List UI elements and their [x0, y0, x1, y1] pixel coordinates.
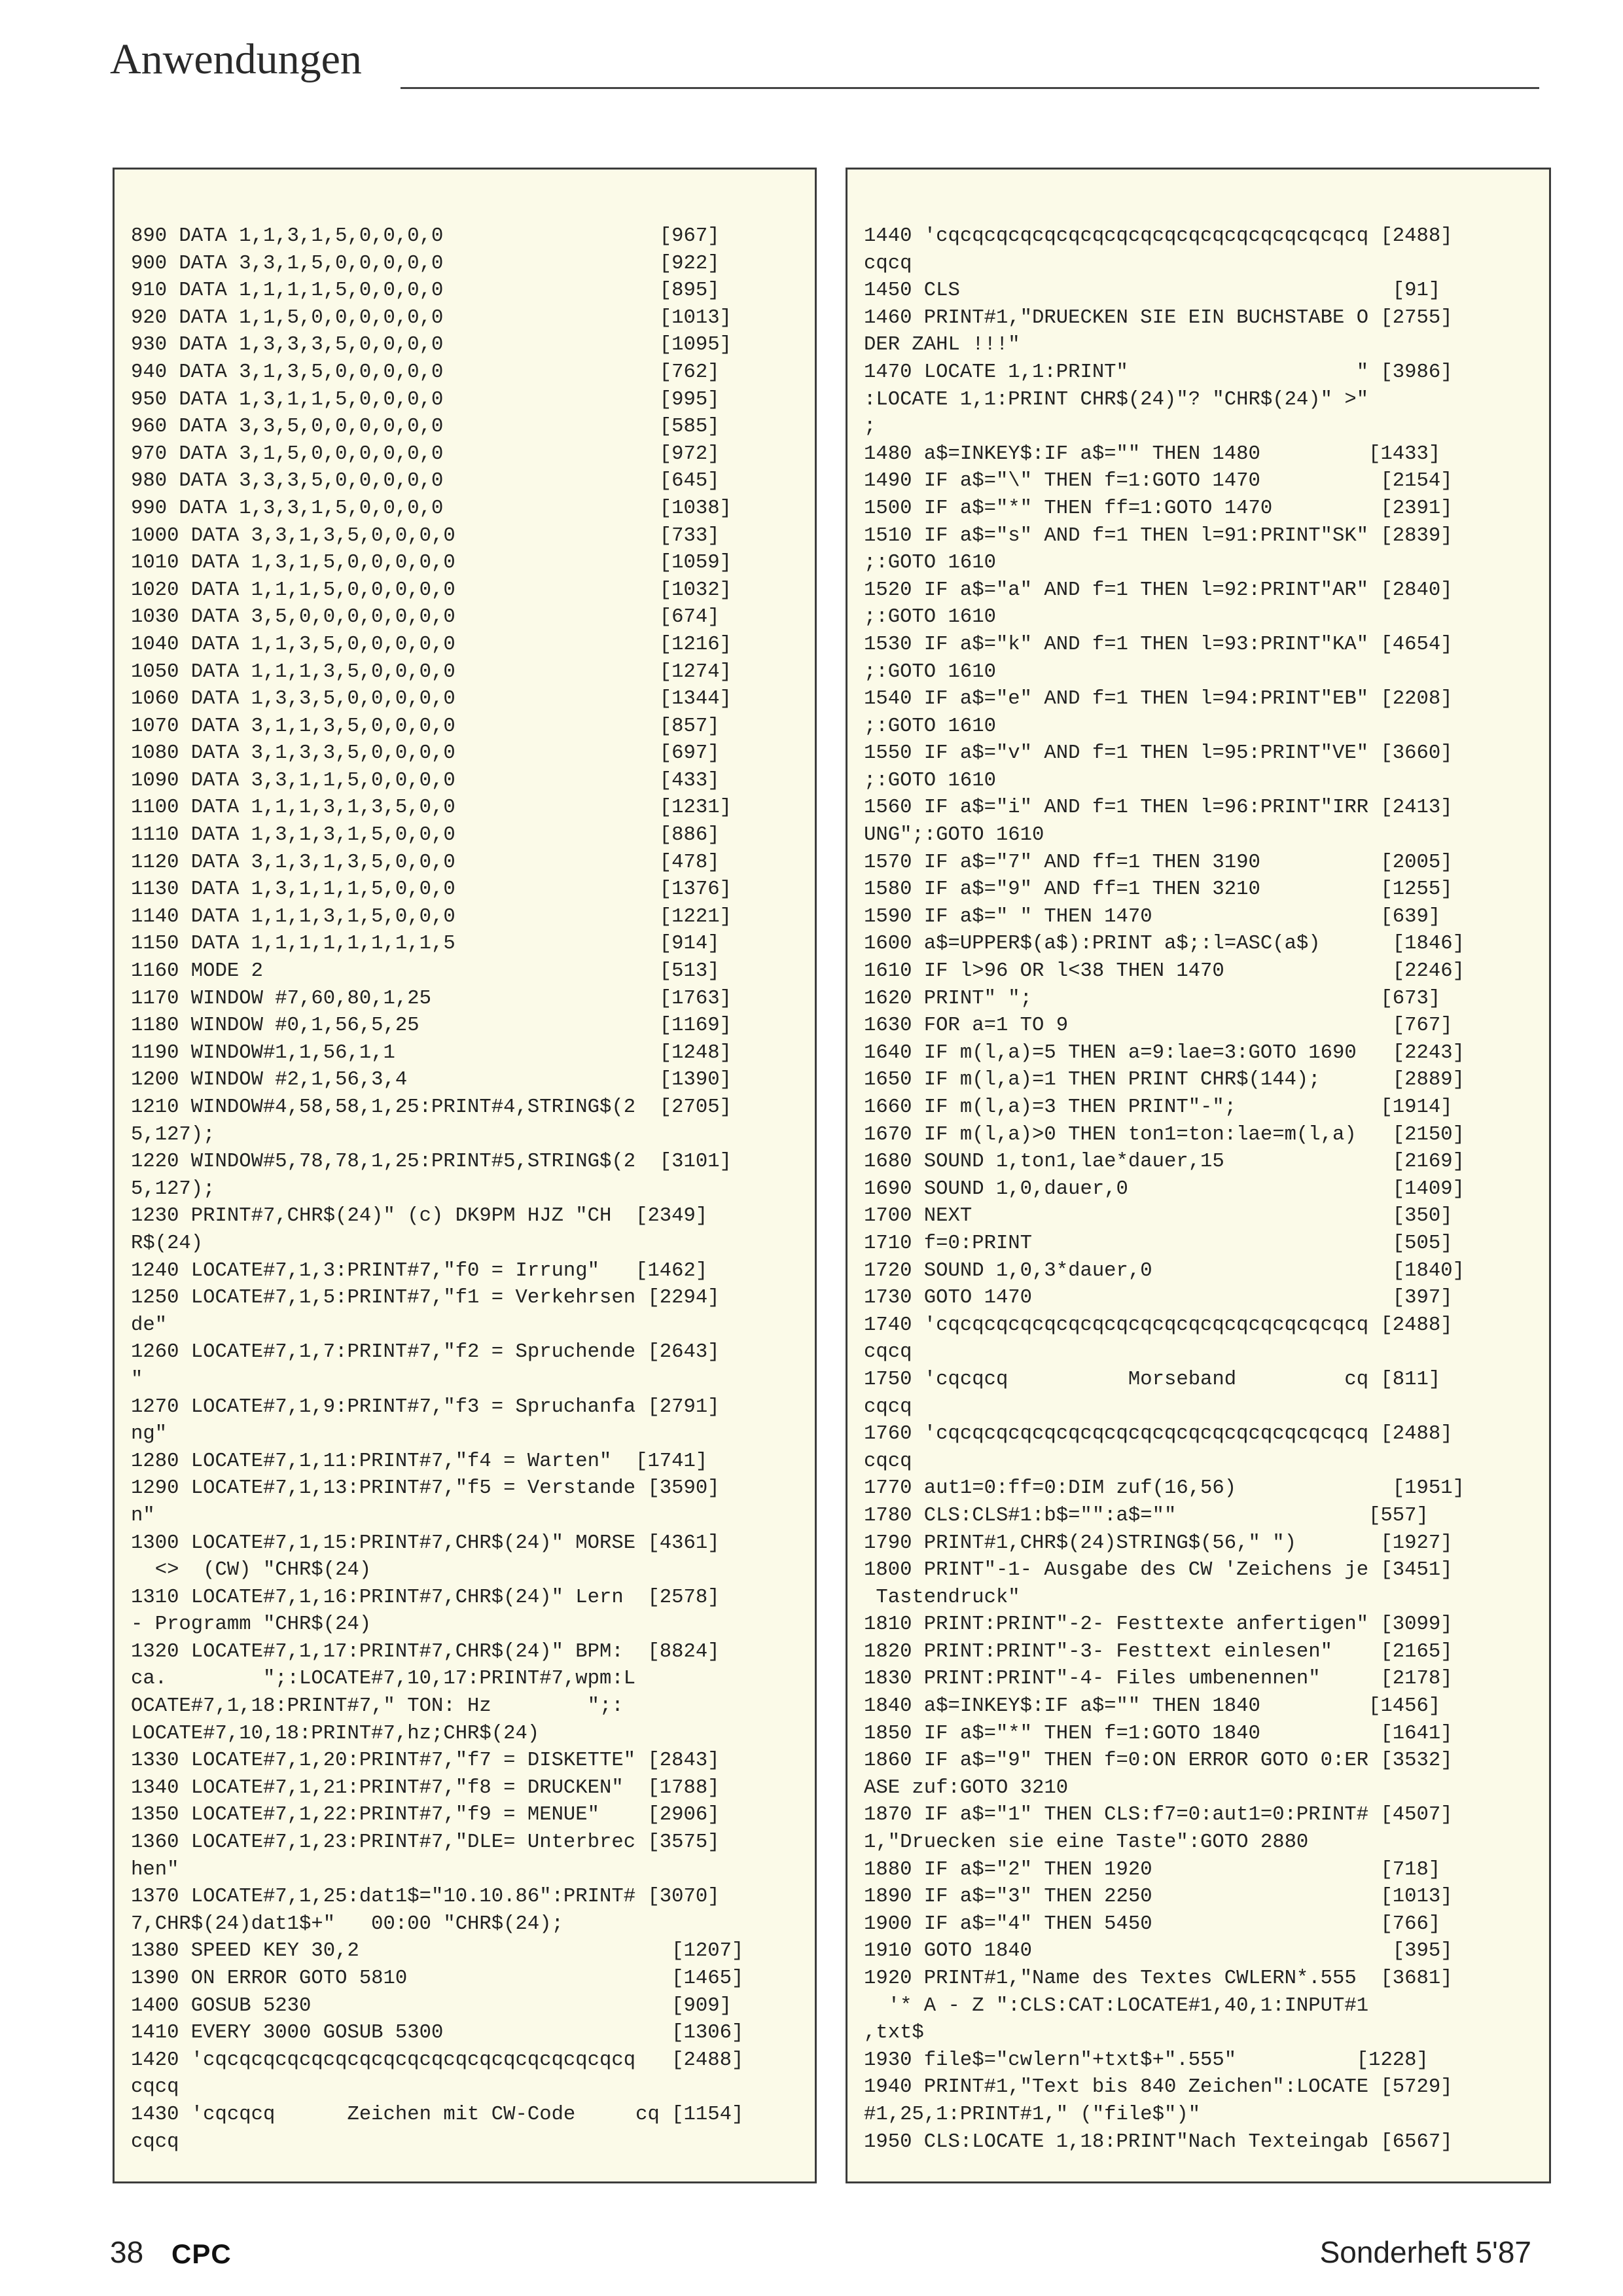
code-line: 1790 PRINT#1,CHR$(24)STRING$(56," ") [1927] [864, 1532, 1453, 1554]
code-line: 1810 PRINT:PRINT"-2- Festtexte anfertigen" [3099] [864, 1613, 1453, 1636]
code-line: - Programm "CHR$(24) [131, 1613, 372, 1636]
code-line: 1920 PRINT#1,"Name des Textes CWLERN*.555 [3681] [864, 1967, 1453, 1990]
code-line: DER ZAHL !!!" [864, 334, 1020, 357]
code-line: 970 DATA 3,1,5,0,0,0,0,0,0 [972] [131, 442, 720, 465]
code-line: 1340 LOCATE#7,1,21:PRINT#7,"f8 = DRUCKEN" [1788] [131, 1776, 720, 1799]
code-line: 1170 WINDOW #7,60,80,1,25 [1763] [131, 987, 732, 1010]
code-line: 1210 WINDOW#4,58,58,1,25:PRINT#4,STRING$(2 [2705] [131, 1096, 732, 1119]
code-line: 1010 DATA 1,3,1,5,0,0,0,0,0 [1059] [131, 552, 732, 575]
code-line: 1140 DATA 1,1,1,3,1,5,0,0,0 [1221] [131, 905, 732, 928]
code-line: 1460 PRINT#1,"DRUECKEN SIE EIN BUCHSTABE O [2755] [864, 306, 1453, 329]
code-line: 980 DATA 3,3,3,5,0,0,0,0,0 [645] [131, 470, 720, 493]
code-line: 1000 DATA 3,3,1,3,5,0,0,0,0 [733] [131, 524, 720, 547]
code-line: 1870 IF a$="1" THEN CLS:f7=0:aut1=0:PRINT# [4507] [864, 1804, 1453, 1827]
code-line: 1020 DATA 1,1,1,5,0,0,0,0,0 [1032] [131, 579, 732, 601]
code-line: n" [131, 1504, 155, 1527]
code-line: 1320 LOCATE#7,1,17:PRINT#7,CHR$(24)" BPM: [8824] [131, 1640, 720, 1663]
code-line: 1360 LOCATE#7,1,23:PRINT#7,"DLE= Unterbrec [3575] [131, 1831, 720, 1854]
code-line: 1890 IF a$="3" THEN 2250 [1013] [864, 1886, 1453, 1909]
code-line: 1670 IF m(l,a)>0 THEN ton1=ton:lae=m(l,a) [2150] [864, 1123, 1465, 1146]
code-line: 1410 EVERY 3000 GOSUB 5300 [1306] [131, 2022, 744, 2045]
code-line: 1110 DATA 1,3,1,3,1,5,0,0,0 [886] [131, 824, 720, 847]
code-line: 1650 IF m(l,a)=1 THEN PRINT CHR$(144); [2889] [864, 1069, 1465, 1092]
code-line: 940 DATA 3,1,3,5,0,0,0,0,0 [762] [131, 361, 720, 384]
code-line: 1420 'cqcqcqcqcqcqcqcqcqcqcqcqcqcqcqcqcqcq [2488] [131, 2049, 744, 2072]
code-line: 5,127); [131, 1123, 215, 1146]
code-line: 1280 LOCATE#7,1,11:PRINT#7,"f4 = Warten" [1741] [131, 1450, 708, 1473]
code-line: 1200 WINDOW #2,1,56,3,4 [1390] [131, 1069, 732, 1092]
code-line: 5,127); [131, 1177, 215, 1200]
code-line: 1630 FOR a=1 TO 9 [767] [864, 1014, 1453, 1037]
code-line: 1370 LOCATE#7,1,25:dat1$="10.10.86":PRINT# [3070] [131, 1886, 720, 1909]
code-line: 1930 file$="cwlern"+txt$+".555" [1228] [864, 2049, 1429, 2072]
code-line: 1290 LOCATE#7,1,13:PRINT#7,"f5 = Verstande [3590] [131, 1477, 720, 1500]
code-line: R$(24) [131, 1232, 204, 1255]
code-line: 1740 'cqcqcqcqcqcqcqcqcqcqcqcqcqcqcqcqcqcq [2488] [864, 1314, 1453, 1336]
code-line: 1080 DATA 3,1,3,3,5,0,0,0,0 [697] [131, 742, 720, 765]
code-line: cqcq [131, 2130, 179, 2153]
code-line: 1470 LOCATE 1,1:PRINT" " [3986] [864, 361, 1453, 384]
code-line: <> (CW) "CHR$(24) [131, 1559, 372, 1582]
code-line: 1530 IF a$="k" AND f=1 THEN l=93:PRINT"KA" [4654] [864, 633, 1453, 656]
code-line: 1560 IF a$="i" AND f=1 THEN l=96:PRINT"IRR [2413] [864, 797, 1453, 819]
code-line: ;:GOTO 1610 [864, 715, 996, 738]
code-line: 1910 GOTO 1840 [395] [864, 1940, 1453, 1963]
code-line: 1400 GOSUB 5230 [909] [131, 1994, 732, 2017]
code-line: 1500 IF a$="*" THEN ff=1:GOTO 1470 [2391] [864, 497, 1453, 520]
code-line: 1590 IF a$=" " THEN 1470 [639] [864, 905, 1441, 928]
code-line: 1820 PRINT:PRINT"-3- Festtext einlesen" [2165] [864, 1640, 1453, 1663]
code-line: 1880 IF a$="2" THEN 1920 [718] [864, 1858, 1441, 1881]
code-line: 890 DATA 1,1,3,1,5,0,0,0,0 [967] [131, 225, 720, 247]
code-line: ;:GOTO 1610 [864, 769, 996, 792]
code-line: 1050 DATA 1,1,1,3,5,0,0,0,0 [1274] [131, 660, 732, 683]
code-line: 1,"Druecken sie eine Taste":GOTO 2880 [864, 1831, 1309, 1854]
code-line: 1600 a$=UPPER$(a$):PRINT a$;:l=ASC(a$) [1846] [864, 933, 1465, 956]
code-line: ;:GOTO 1610 [864, 660, 996, 683]
code-line: 1300 LOCATE#7,1,15:PRINT#7,CHR$(24)" MORSE [4361] [131, 1532, 720, 1554]
code-line: 1840 a$=INKEY$:IF a$="" THEN 1840 [1456] [864, 1695, 1441, 1718]
code-line: 1230 PRINT#7,CHR$(24)" (c) DK9PM HJZ "CH [2349] [131, 1205, 708, 1228]
code-line: 1710 f=0:PRINT [505] [864, 1232, 1453, 1255]
code-line: 1940 PRINT#1,"Text bis 840 Zeichen":LOCATE [5729] [864, 2076, 1453, 2099]
code-line: 1580 IF a$="9" AND ff=1 THEN 3210 [1255] [864, 878, 1453, 901]
code-line: cqcq [864, 252, 912, 275]
code-line: 1270 LOCATE#7,1,9:PRINT#7,"f3 = Spruchanfa [2791] [131, 1395, 720, 1418]
code-line: 1550 IF a$="v" AND f=1 THEN l=95:PRINT"VE" [3660] [864, 742, 1453, 765]
code-line: ;:GOTO 1610 [864, 606, 996, 629]
code-line: cqcq [864, 1450, 912, 1473]
code-line: " [131, 1368, 143, 1391]
code-line: 1690 SOUND 1,0,dauer,0 [1409] [864, 1177, 1465, 1200]
code-line: 990 DATA 1,3,3,1,5,0,0,0,0 [1038] [131, 497, 732, 520]
code-line: 1390 ON ERROR GOTO 5810 [1465] [131, 1967, 744, 1990]
code-line: 1100 DATA 1,1,1,3,1,3,5,0,0 [1231] [131, 797, 732, 819]
code-line: cqcq [864, 1395, 912, 1418]
code-line: 1240 LOCATE#7,1,3:PRINT#7,"f0 = Irrung" [1462] [131, 1259, 708, 1282]
code-line: cqcq [864, 1341, 912, 1364]
code-line: 1250 LOCATE#7,1,5:PRINT#7,"f1 = Verkehrsen [2294] [131, 1287, 720, 1310]
code-line: ng" [131, 1423, 168, 1446]
code-line: 1380 SPEED KEY 30,2 [1207] [131, 1940, 744, 1963]
code-line: 1780 CLS:CLS#1:b$="":a$="" [557] [864, 1504, 1429, 1527]
code-line: ; [864, 416, 876, 439]
code-line: 1480 a$=INKEY$:IF a$="" THEN 1480 [1433] [864, 442, 1441, 465]
code-line: 1440 'cqcqcqcqcqcqcqcqcqcqcqcqcqcqcqcqcqcq [2488] [864, 225, 1453, 247]
code-line: 1030 DATA 3,5,0,0,0,0,0,0,0 [674] [131, 606, 720, 629]
code-line: 1660 IF m(l,a)=3 THEN PRINT"-"; [1914] [864, 1096, 1453, 1119]
header-rule [401, 87, 1539, 89]
magazine-logo: CPC [171, 2238, 232, 2269]
code-line: 1540 IF a$="e" AND f=1 THEN l=94:PRINT"EB" [2208] [864, 688, 1453, 711]
code-line: 1680 SOUND 1,ton1,lae*dauer,15 [2169] [864, 1151, 1465, 1174]
code-line: 960 DATA 3,3,5,0,0,0,0,0,0 [585] [131, 416, 720, 439]
code-line: Tastendruck" [864, 1586, 1020, 1609]
code-line: ,txt$ [864, 2022, 924, 2045]
code-line: 1700 NEXT [350] [864, 1205, 1453, 1228]
code-line: OCATE#7,1,18:PRINT#7," TON: Hz ";: [131, 1695, 624, 1718]
code-listing-left [131, 223, 743, 2156]
code-line: de" [131, 1314, 168, 1336]
code-line: 1720 SOUND 1,0,3*dauer,0 [1840] [864, 1259, 1465, 1282]
code-line: 1120 DATA 3,1,3,1,3,5,0,0,0 [478] [131, 851, 720, 874]
code-line: 1610 IF l>96 OR l<38 THEN 1470 [2246] [864, 960, 1465, 983]
code-line: 1450 CLS [91] [864, 279, 1441, 302]
code-line: 1090 DATA 3,3,1,1,5,0,0,0,0 [433] [131, 769, 720, 792]
code-line: 1220 WINDOW#5,78,78,1,25:PRINT#5,STRING$(2 [3101] [131, 1151, 732, 1174]
code-line: 1900 IF a$="4" THEN 5450 [766] [864, 1912, 1441, 1935]
code-line: 1060 DATA 1,3,3,5,0,0,0,0,0 [1344] [131, 688, 732, 711]
code-line: ASE zuf:GOTO 3210 [864, 1776, 1069, 1799]
section-title: Anwendungen [110, 35, 362, 83]
code-line: 930 DATA 1,3,3,3,5,0,0,0,0 [1095] [131, 334, 732, 357]
code-line: 1640 IF m(l,a)=5 THEN a=9:lae=3:GOTO 1690 [2243] [864, 1041, 1465, 1064]
code-line: 1850 IF a$="*" THEN f=1:GOTO 1840 [1641] [864, 1722, 1453, 1745]
code-listing-right [864, 223, 1465, 2156]
code-line: 1430 'cqcqcq Zeichen mit CW-Code cq [1154] [131, 2103, 744, 2126]
code-line: 950 DATA 1,3,1,1,5,0,0,0,0 [995] [131, 388, 720, 411]
code-line: 1770 aut1=0:ff=0:DIM zuf(16,56) [1951] [864, 1477, 1465, 1500]
code-line: 1160 MODE 2 [513] [131, 960, 720, 983]
code-line: 1070 DATA 3,1,1,3,5,0,0,0,0 [857] [131, 715, 720, 738]
code-line: 1510 IF a$="s" AND f=1 THEN l=91:PRINT"SK" [2839] [864, 524, 1453, 547]
code-line: 1730 GOTO 1470 [397] [864, 1287, 1453, 1310]
listing-panel-right [846, 168, 1551, 2183]
code-line: 1830 PRINT:PRINT"-4- Files umbenennen" [2178] [864, 1668, 1453, 1691]
code-line: #1,25,1:PRINT#1," ("file$")" [864, 2103, 1201, 2126]
code-line: LOCATE#7,10,18:PRINT#7,hz;CHR$(24) [131, 1722, 540, 1745]
code-line: 1350 LOCATE#7,1,22:PRINT#7,"f9 = MENUE" [2906] [131, 1804, 720, 1827]
code-line: '* A - Z ":CLS:CAT:LOCATE#1,40,1:INPUT#1 [864, 1994, 1369, 2017]
code-line: 1260 LOCATE#7,1,7:PRINT#7,"f2 = Spruchende [2643] [131, 1341, 720, 1364]
code-line: 1130 DATA 1,3,1,1,1,5,0,0,0 [1376] [131, 878, 732, 901]
code-line: 1310 LOCATE#7,1,16:PRINT#7,CHR$(24)" Lern [2578] [131, 1586, 720, 1609]
code-line: ;:GOTO 1610 [864, 552, 996, 575]
code-line: 1570 IF a$="7" AND ff=1 THEN 3190 [2005] [864, 851, 1453, 874]
issue-label: Sonderheft 5'87 [1319, 2235, 1531, 2269]
code-line: 1040 DATA 1,1,3,5,0,0,0,0,0 [1216] [131, 633, 732, 656]
code-line: 1330 LOCATE#7,1,20:PRINT#7,"f7 = DISKETTE" [2843] [131, 1749, 720, 1772]
code-line: 910 DATA 1,1,1,1,5,0,0,0,0 [895] [131, 279, 720, 302]
code-line: 1950 CLS:LOCATE 1,18:PRINT"Nach Texteingab [6567] [864, 2130, 1453, 2153]
code-line: 7,CHR$(24)dat1$+" 00:00 "CHR$(24); [131, 1912, 563, 1935]
code-line: 1800 PRINT"-1- Ausgabe des CW 'Zeichens je [3451] [864, 1559, 1453, 1582]
code-line: 1620 PRINT" "; [673] [864, 987, 1441, 1010]
code-line: 1150 DATA 1,1,1,1,1,1,1,1,5 [914] [131, 933, 720, 956]
code-line: 1760 'cqcqcqcqcqcqcqcqcqcqcqcqcqcqcqcqcqcq [2488] [864, 1423, 1453, 1446]
code-line: 1520 IF a$="a" AND f=1 THEN l=92:PRINT"AR" [2840] [864, 579, 1453, 601]
code-line: 900 DATA 3,3,1,5,0,0,0,0,0 [922] [131, 252, 720, 275]
code-line: UNG";:GOTO 1610 [864, 824, 1044, 847]
code-line: cqcq [131, 2076, 179, 2099]
code-line: 1750 'cqcqcq Morseband cq [811] [864, 1368, 1441, 1391]
code-line: hen" [131, 1858, 179, 1881]
code-line: 920 DATA 1,1,5,0,0,0,0,0,0 [1013] [131, 306, 732, 329]
page-number: 38 [110, 2235, 144, 2269]
code-line: 1180 WINDOW #0,1,56,5,25 [1169] [131, 1014, 732, 1037]
code-line: 1490 IF a$="\" THEN f=1:GOTO 1470 [2154] [864, 470, 1453, 493]
code-line: 1860 IF a$="9" THEN f=0:ON ERROR GOTO 0:ER [3532] [864, 1749, 1453, 1772]
listing-panel-left [113, 168, 817, 2183]
code-line: 1190 WINDOW#1,1,56,1,1 [1248] [131, 1041, 732, 1064]
code-line: ca. ";:LOCATE#7,10,17:PRINT#7,wpm:L [131, 1668, 636, 1691]
code-line: :LOCATE 1,1:PRINT CHR$(24)"? "CHR$(24)" >" [864, 388, 1369, 411]
